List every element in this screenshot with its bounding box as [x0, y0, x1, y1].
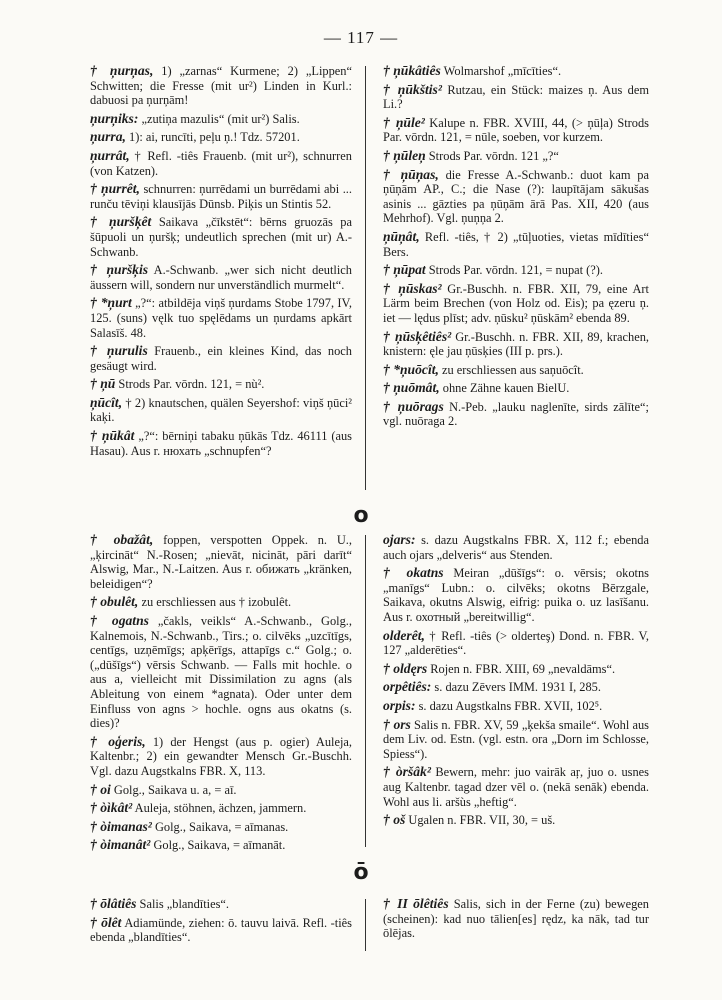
entry-headword: ņurrât, [90, 147, 130, 163]
entry-headword: ņūņât, [383, 228, 420, 244]
entry-headword: † ņūņas, [383, 166, 439, 182]
entry-headword: † oi [90, 781, 111, 797]
entry-text: † 2) knautschen, quälen Seyershof: viņš ņūci² kaķi. [90, 395, 352, 425]
entry-text: zu erschliessen aus saņuōcît. [438, 362, 584, 377]
dictionary-entry [90, 820, 352, 835]
entry-text: Kalupe n. FBR. XVIII, 44, (> ņūļa) Strods Par. vōrdn. 121, = nūle, soeben, vor kurzem. [383, 115, 650, 145]
entry-text: „zutiņa mazulis“ (mit ur²) Salis. [138, 111, 300, 126]
entry-headword: † ņuršķis [90, 262, 149, 278]
entry-headword: † ņūsķêtiês² [383, 328, 452, 344]
dictionary-entry [383, 64, 649, 79]
dictionary-entry [383, 149, 649, 164]
entry-headword: † *ņuōcît, [383, 361, 439, 377]
entry-headword: orpêtiês: [383, 679, 432, 695]
section-2-left-column [90, 533, 352, 857]
entry-headword: † òìkât² [90, 800, 133, 816]
entry-text: Strods Par. vōrdn. 121, = nù². [115, 377, 265, 392]
entry-text: Gr.-Buschh. n. FBR. XII, 89, krachen, knistern: ęle jau ņūsķies (III p. prs.). [383, 329, 650, 359]
dictionary-entry [90, 296, 352, 340]
entry-headword: † ņuōmât, [383, 380, 440, 396]
entry-headword: † ņūskas² [383, 280, 442, 296]
entry-text: s. dazu Zēvers IMM. 1931 I, 285. [431, 680, 601, 695]
dictionary-entry [90, 215, 352, 259]
dictionary-entry [383, 363, 649, 378]
dictionary-entry [383, 629, 649, 658]
entry-text: 1): ai, runcīti, peļu ņ.! Tdz. 57201. [125, 130, 300, 145]
entry-headword: olderêt, [383, 627, 425, 643]
entry-text: die Fresse A.-Schwanb.: duot kam pa ņūņām AP., C.; die Nase (?): laupītājam sākušas asinis ... gāzties pa ņūņām ārā Pas. XII, 420 (aus Mehrhof). Vgl. ņuņņa 2. [383, 167, 649, 226]
entry-text: zu erschliessen aus † izobulêt. [138, 595, 292, 610]
dictionary-entry [383, 263, 649, 278]
entry-headword: † ņūpat [383, 262, 426, 278]
entry-headword: † ņūkât [90, 428, 135, 444]
entry-headword: † òimanât² [90, 837, 151, 853]
entry-headword: † obulêt, [90, 594, 139, 610]
dictionary-entry [90, 182, 352, 211]
dictionary-entry [383, 662, 649, 677]
entry-text: Saikava „čīkstēt“: bērns gruozās pa šūpuoli un ņuršķ; undeutlich sprechen (mit ur) A.-Schwanb. [90, 215, 352, 259]
entry-text: Wolmarshof „mīcīties“. [440, 64, 562, 78]
entry-text: 1) „zarnas“ Kurmene; 2) „Lippen“ Schwitten; die Fresse (mit ur²) Linden in Kurl.: dabuosi pa ņurņām! [90, 64, 352, 108]
entry-text: N.-Peb. „lauku naglenīte, sirds zālīte“; vgl. nuōraga 2. [383, 399, 649, 429]
entry-headword: † ogatns [90, 612, 149, 628]
section-letter-o-macron: ō [353, 860, 369, 885]
entry-text: s. dazu Augstkalns FBR. XVII, 102⁵. [415, 698, 603, 713]
dictionary-entry [90, 377, 352, 392]
dictionary-entry [383, 168, 649, 226]
entry-text: Frauenb., ein kleines Kind, das noch gesäugt wird. [90, 344, 352, 373]
column-divider [365, 535, 366, 847]
entry-headword: † *ņurt [90, 295, 132, 311]
dictionary-entry [383, 566, 649, 624]
entry-headword: † ņūle² [383, 114, 425, 130]
entry-text: Salis n. FBR. XV, 59 „ķekša smaile“. Wohl aus dem Liv. od. Estn. (vgl. estn. ora „Dorn im Schlosse, Spiess“). [383, 717, 649, 761]
entry-headword: † ōlêt [90, 914, 122, 930]
section-letter-o: o [353, 503, 369, 528]
dictionary-entry [383, 813, 649, 828]
entry-headword: † ņurrêt, [90, 181, 140, 197]
page-number: — 117 — [323, 28, 399, 47]
entry-headword: † oģeris, [90, 733, 146, 749]
section-1-right-column [383, 64, 649, 433]
column-divider [365, 66, 366, 490]
dictionary-entry [383, 718, 649, 762]
dictionary-entry [90, 429, 352, 458]
entry-text: schnurren: ņurrēdami un burrēdami abi ... runču tēviņi klausījās Dūnsb. Piķis un Stintis 52. [90, 182, 353, 211]
dictionary-entry [383, 381, 649, 396]
entry-headword: † ōlâtiês [90, 896, 137, 911]
entry-headword: † ņuršķêt [90, 214, 152, 230]
dictionary-entry [90, 595, 352, 610]
dictionary-entry [90, 64, 352, 108]
dictionary-entry [90, 801, 352, 816]
section-1-left-column [90, 64, 352, 462]
entry-text: Auleja, stöhnen, ächzen, jammern. [132, 801, 307, 816]
entry-headword: † òršâk² [383, 764, 431, 780]
entry-headword: ojars: [383, 532, 416, 547]
entry-text: foppen, verspotten Oppek. n. U., „ķircināt“ N.-Rosen; „nievāt, nicināt, pāri darīt“ Alswig, Mar., N.-Laitzen. Aus r. обижать „kränken, beleidigen“? [90, 533, 352, 591]
entry-headword: ņūcît, [90, 394, 123, 410]
entry-text: † Refl. -tiês (> olderteş) Dond. n. FBR. V, 127 „alderēties“. [383, 628, 649, 658]
entry-headword: ņurņiks: [90, 110, 139, 126]
entry-text: Salis „blandīties“. [136, 897, 230, 911]
entry-text: Gr.-Buschh. n. FBR. XII, 79, eine Art Lärm beim Brechen (von Holz od. Eis); pa ęzeru ņ. iet — lędus plīst; adv. ņūsku² ņūskām² ebenda 89. [383, 281, 649, 325]
entry-text: ohne Zähne kauen BielU. [439, 381, 570, 396]
dictionary-entry [383, 897, 649, 941]
dictionary-entry [383, 699, 649, 714]
dictionary-entry [383, 680, 649, 695]
entry-headword: ņurra, [90, 129, 126, 145]
section-2-right-column [383, 533, 649, 832]
section-3-left-column [90, 897, 352, 949]
entry-text: Rojen n. FBR. XIII, 69 „nevaldāms“. [427, 661, 616, 676]
entry-text: 1) der Hengst (aus p. ogier) Auleja, Kaltenbr.; 2) ein gewandter Mensch Gr.-Buschh. Vgl. dazu Augstkalns FBR. X, 113. [90, 734, 352, 778]
dictionary-entry [383, 282, 649, 326]
entry-headword: † ņūkâtiês [383, 63, 441, 78]
dictionary-entry [90, 533, 352, 591]
dictionary-entry [383, 533, 649, 562]
dictionary-entry [383, 83, 649, 112]
dictionary-entry [90, 263, 352, 292]
dictionary-entry [383, 400, 649, 429]
entry-headword: † obažât, [90, 532, 154, 547]
entry-text: Strods Par. vōrdn. 121 „?“ [425, 148, 559, 163]
dictionary-entry [383, 765, 649, 809]
entry-text: Salis, sich in der Ferne (zu) bewegen (scheinen): kad nuo tālien[es] rędz, ka nāk, tad tur ōlējas. [383, 897, 649, 941]
dictionary-entry [383, 330, 649, 359]
section-3-right-column [383, 897, 649, 945]
dictionary-entry [90, 130, 352, 145]
entry-headword: † oldęrs [383, 660, 428, 676]
entry-text: Bewern, mehr: juo vairāk aŗ, juo o. usnes aug Kaltenbr. tagad dzer vēl o. (nekā senāk) ebenda. Wohl aus li. aršùs „heftig“. [383, 765, 649, 809]
entry-headword: † ņūleņ [383, 147, 426, 163]
dictionary-entry [90, 783, 352, 798]
entry-text: Ugalen n. FBR. VII, 30, = uš. [405, 813, 556, 828]
entry-text: Meiran „dūšīgs“: o. vērsis; okotns „manīgs“ Lubn.: o. cilvēks; okotns Bērzgale, Saikava, okutns Alswig, eifrig: puika o. uz lasīšanu. Aus r. охотный „bereitwillig“. [383, 566, 649, 624]
entry-headword: † oš [383, 812, 406, 828]
entry-headword: † II ōlêtiês [383, 896, 449, 911]
entry-text: A.-Schwanb. „wer sich nicht deutlich äussern will, sondern nur unverständlich murmelt“. [90, 263, 353, 292]
entry-headword: † ņuōrags [383, 398, 444, 414]
column-divider [365, 899, 366, 951]
entry-headword: † ņū [90, 376, 116, 392]
entry-text: s. dazu Augstkalns FBR. X, 112 f.; ebenda auch ojars „delveris“ aus Stenden. [383, 533, 649, 562]
entry-headword: † ņurulis [90, 343, 148, 359]
dictionary-entry [90, 344, 352, 373]
entry-headword: † okatns [383, 565, 444, 581]
entry-text: Strods Par. vōrdn. 121, = nupat (?). [425, 263, 604, 278]
entry-text: Adiamünde, ziehen: ō. tauvu laivā. Refl. -tiês ebenda „blandīties“. [90, 915, 352, 945]
dictionary-entry [90, 916, 352, 945]
entry-text: Golg., Saikava, = aīmanas. [151, 819, 289, 834]
dictionary-entry [383, 230, 649, 259]
dictionary-entry [90, 735, 352, 779]
dictionary-entry [90, 838, 352, 853]
entry-text: Golg., Saikava u. a, = aī. [110, 782, 237, 797]
dictionary-entry [90, 614, 352, 731]
entry-text: „čakls, veikls“ A.-Schwanb., Golg., Kalnemois, N.-Schwanb., Tirs.; o. cilvēks „uzcītīgs, centīgs, uzņēmīgs; apķērīgs, attapīgs c.“ Golg.; o. („dūšīgs“) vērsis Schwanb. — Falls mit hochle. o aus a, vielleicht mit Dissimilation zu agns (als Ableitung von einem *agnata). Oder unter dem Einfluss von agns > hochle. ogns aus okatns (s. dies)? [90, 613, 352, 731]
entry-text: Rutzau, ein Stück: maizes ņ. Aus dem Li.? [383, 82, 649, 112]
dictionary-entry [90, 112, 352, 127]
entry-headword: † ņūkštis² [383, 81, 442, 97]
dictionary-entry [383, 116, 649, 145]
entry-headword: † ors [383, 716, 411, 732]
entry-text: Golg., Saikava, = aīmanāt. [150, 838, 286, 853]
entry-headword: orpis: [383, 697, 416, 713]
entry-headword: † ņurņas, [90, 63, 154, 78]
entry-text: Refl. -tiês, † 2) „tūļuoties, vietas mīdīties“ Bers. [383, 229, 649, 259]
entry-text: „?“: atbildēja viņš ņurdams Stobe 1797, IV, 125. (suns) vęlk tuo spęlēdams un ņurdams apkārt Salasīš. 48. [90, 296, 352, 340]
entry-text: † Refl. -tiês Frauenb. (mit ur²), schnurren (von Katzen). [90, 148, 352, 178]
dictionary-entry [90, 897, 352, 912]
entry-text: „?“: bērniņi tabaku ņūkās Tdz. 46111 (aus Hasau). Aus r. нюхать „schnupfen“? [90, 429, 353, 458]
dictionary-entry [90, 149, 352, 178]
dictionary-entry [90, 396, 352, 425]
entry-headword: † òimanas² [90, 818, 152, 834]
